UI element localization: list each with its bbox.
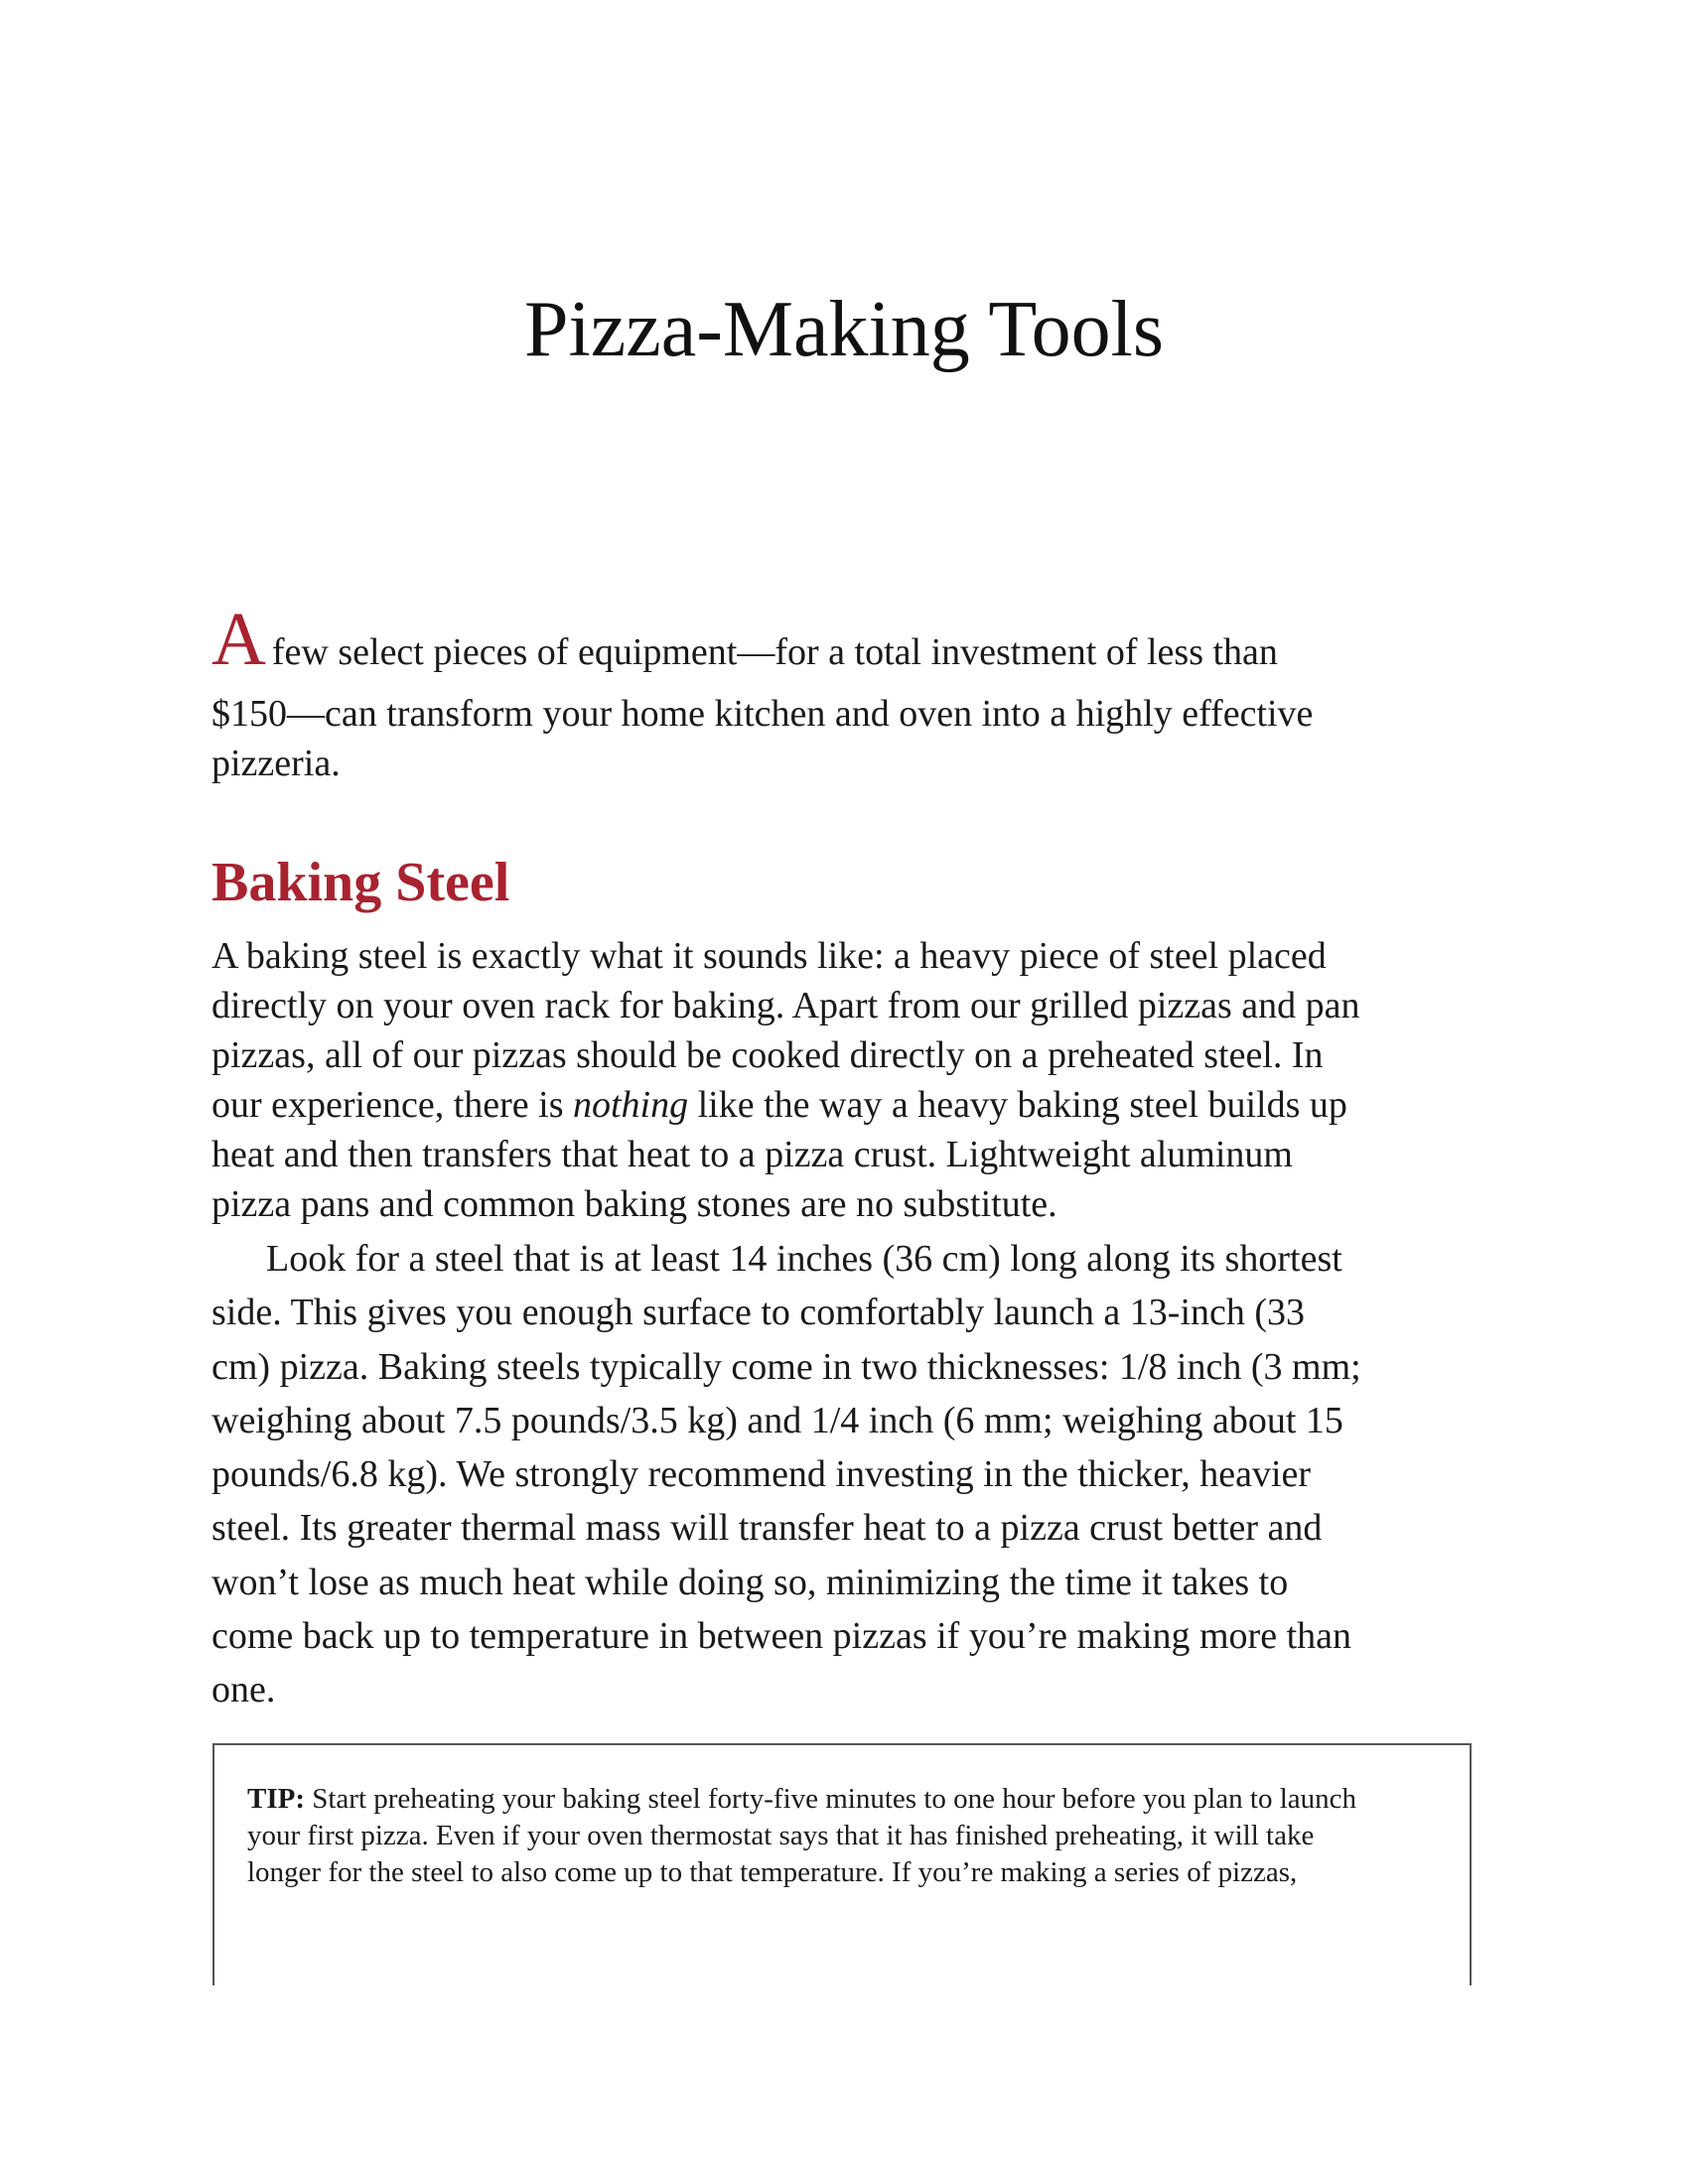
emphasis-text: nothing [573, 1084, 689, 1126]
body-paragraph [211, 1232, 1502, 1717]
intro-line: pizzeria. [211, 743, 341, 784]
paragraph-text: our experience, there is [211, 1084, 573, 1126]
paragraph-line [211, 1080, 1502, 1130]
paragraph-line: directly on your oven rack for baking. Apart from our grilled pizzas and pan [211, 985, 1360, 1026]
paragraph-line: won’t lose as much heat while doing so, minimizing the time it takes to [211, 1561, 1289, 1603]
paragraph-line: steel. Its greater thermal mass will transfer heat to a pizza crust better and [211, 1507, 1323, 1550]
tip-text [247, 1781, 1449, 1891]
section-heading: Baking Steel [211, 852, 510, 913]
paragraph-line: pizzas, all of our pizzas should be cooked directly on a preheated steel. In [211, 1034, 1324, 1076]
tip-box [212, 1743, 1472, 1985]
paragraph-line: pizza pans and common baking stones are no substitute. [211, 1183, 1057, 1225]
paragraph-line: pounds/6.8 kg). We strongly recommend investing in the thicker, heavier [211, 1453, 1312, 1496]
drop-cap: A [211, 598, 266, 681]
paragraph-line: cm) pizza. Baking steels typically come in two thicknesses: 1/8 inch (3 mm; [211, 1345, 1361, 1388]
intro-line-text: few select pieces of equipment—for a total investment of less than [271, 631, 1278, 673]
paragraph-line: side. This gives you enough surface to comfortably launch a 13-inch (33 [211, 1292, 1306, 1334]
tip-label: TIP: [247, 1783, 305, 1815]
paragraph-line: heat and then transfers that heat to a pizza crust. Lightweight aluminum [211, 1134, 1293, 1175]
paragraph-line: Look for a steel that is at least 14 inches (36 cm) long along its shortest [266, 1238, 1342, 1280]
page-title: Pizza-Making Tools [524, 286, 1164, 373]
paragraph-line: one. [211, 1669, 276, 1711]
tip-line: your first pizza. Even if your oven thermostat says that it has finished preheating, it will take [247, 1820, 1315, 1851]
paragraph-line: A baking steel is exactly what it sounds like: a heavy piece of steel placed [211, 935, 1327, 977]
intro-line: $150—can transform your home kitchen and oven into a highly effective [211, 693, 1314, 735]
intro-line [211, 598, 1278, 690]
paragraph-line: weighing about 7.5 pounds/3.5 kg) and 1/4 inch (6 mm; weighing about 15 [211, 1399, 1343, 1441]
body-paragraph [211, 931, 1502, 1229]
tip-line [247, 1781, 1449, 1818]
paragraph-text: like the way a heavy baking steel builds up [688, 1084, 1347, 1126]
tip-line: longer for the steel to also come up to that temperature. If you’re making a series of pizzas, [247, 1856, 1298, 1888]
tip-line-text: Start preheating your baking steel forty-five minutes to one hour before you plan to launch [305, 1783, 1357, 1815]
paragraph-line: come back up to temperature in between pizzas if you’re making more than [211, 1615, 1351, 1658]
